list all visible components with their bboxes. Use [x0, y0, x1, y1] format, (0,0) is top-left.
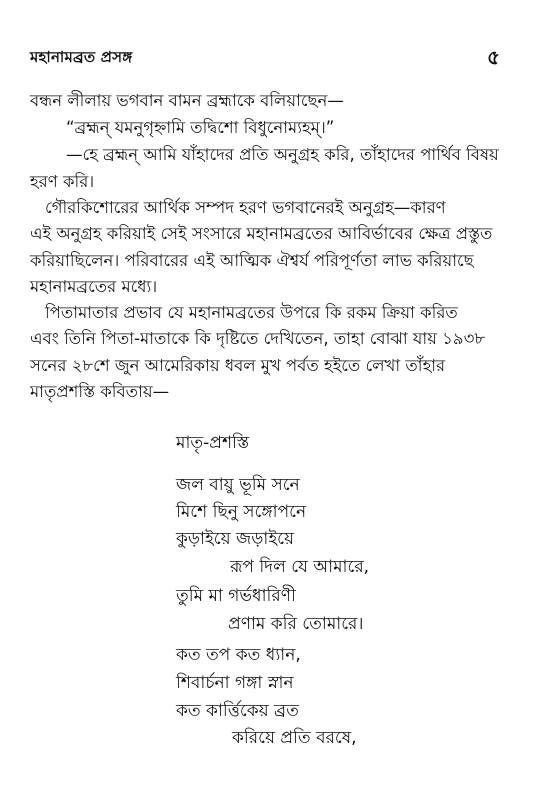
poem-line: জল বায়ু ভূমি সনে: [176, 475, 300, 495]
poem-title: মাতৃ-প্রশস্তি: [176, 433, 250, 453]
body-line: বন্ধন লীলায় ভগবান বামন ব্রহ্মাকে বলিয়াছেন—: [30, 91, 344, 110]
poem-line: শিবার্চনা গঙ্গা স্নান: [176, 673, 294, 693]
body-line: হরণ করি।: [30, 172, 95, 191]
body-line: এবং তিনি পিতা-মাতাকে কি দৃষ্টিতে দেখিতেন, তাহা বোঝা যায় ১৯৩৮: [30, 329, 486, 348]
body-line: পিতামাতার প্রভাব যে মহানামব্রতের উপরে কি রকম ক্রিয়া করিত: [45, 303, 458, 322]
body-line: মাতৃপ্রশস্তি কবিতায়—: [30, 382, 170, 401]
body-line: —হে ব্রহ্মন্ আমি যাঁহাদের প্রতি অনুগ্রহ করি, তাঁহাদের পার্থিব বিষয়: [66, 145, 499, 164]
sanskrit-quote: “ব্রহ্মন্ যমনুগৃহ্নামি তদ্বিশো বিধুনোম্যহম্।”: [66, 118, 335, 137]
poem-line: প্রণাম করি তোমারে।: [228, 614, 364, 634]
body-line: করিয়াছিলেন। পরিবারের এই আত্মিক ঐশ্বর্য পরিপূর্ণতা লাভ করিয়াছে: [30, 251, 474, 270]
poem-line: রূপ দিল যে আমারে,: [230, 557, 370, 577]
body-line: এই অনুগ্রহ করিয়াই সেই সংসারে মহানামব্রতের আবির্ভাবের ক্ষেত্র প্রস্তুত: [30, 224, 493, 243]
poem-line: করিয়ে প্রতি বরষে,: [232, 728, 357, 748]
poem-line: কত কার্ত্তিকেয় ব্রত: [176, 701, 299, 721]
poem-line: কুড়াইয়ে জড়াইয়ে: [176, 529, 295, 549]
body-line: মহানামব্রতের মধ্যে।: [30, 277, 158, 296]
poem-line: মিশে ছিনু সঙ্গোপনে: [176, 502, 307, 522]
page-number: ৫: [487, 45, 500, 69]
body-line: গৌরকিশোরের আর্থিক সম্পদ হরণ ভগবানেরই অনুগ্রহ—কারণ: [45, 198, 446, 217]
poem-line: তুমি মা গর্ভধারিণী: [176, 586, 296, 606]
poem-line: কত তপ কত ধ্যান,: [176, 645, 301, 665]
body-line: সনের ২৮শে জুন আমেরিকায় ধবল মুখ পর্বত হইতে লেখা তাঁহার: [30, 356, 446, 375]
running-head: মহানামব্রত প্রসঙ্গ: [30, 48, 133, 66]
